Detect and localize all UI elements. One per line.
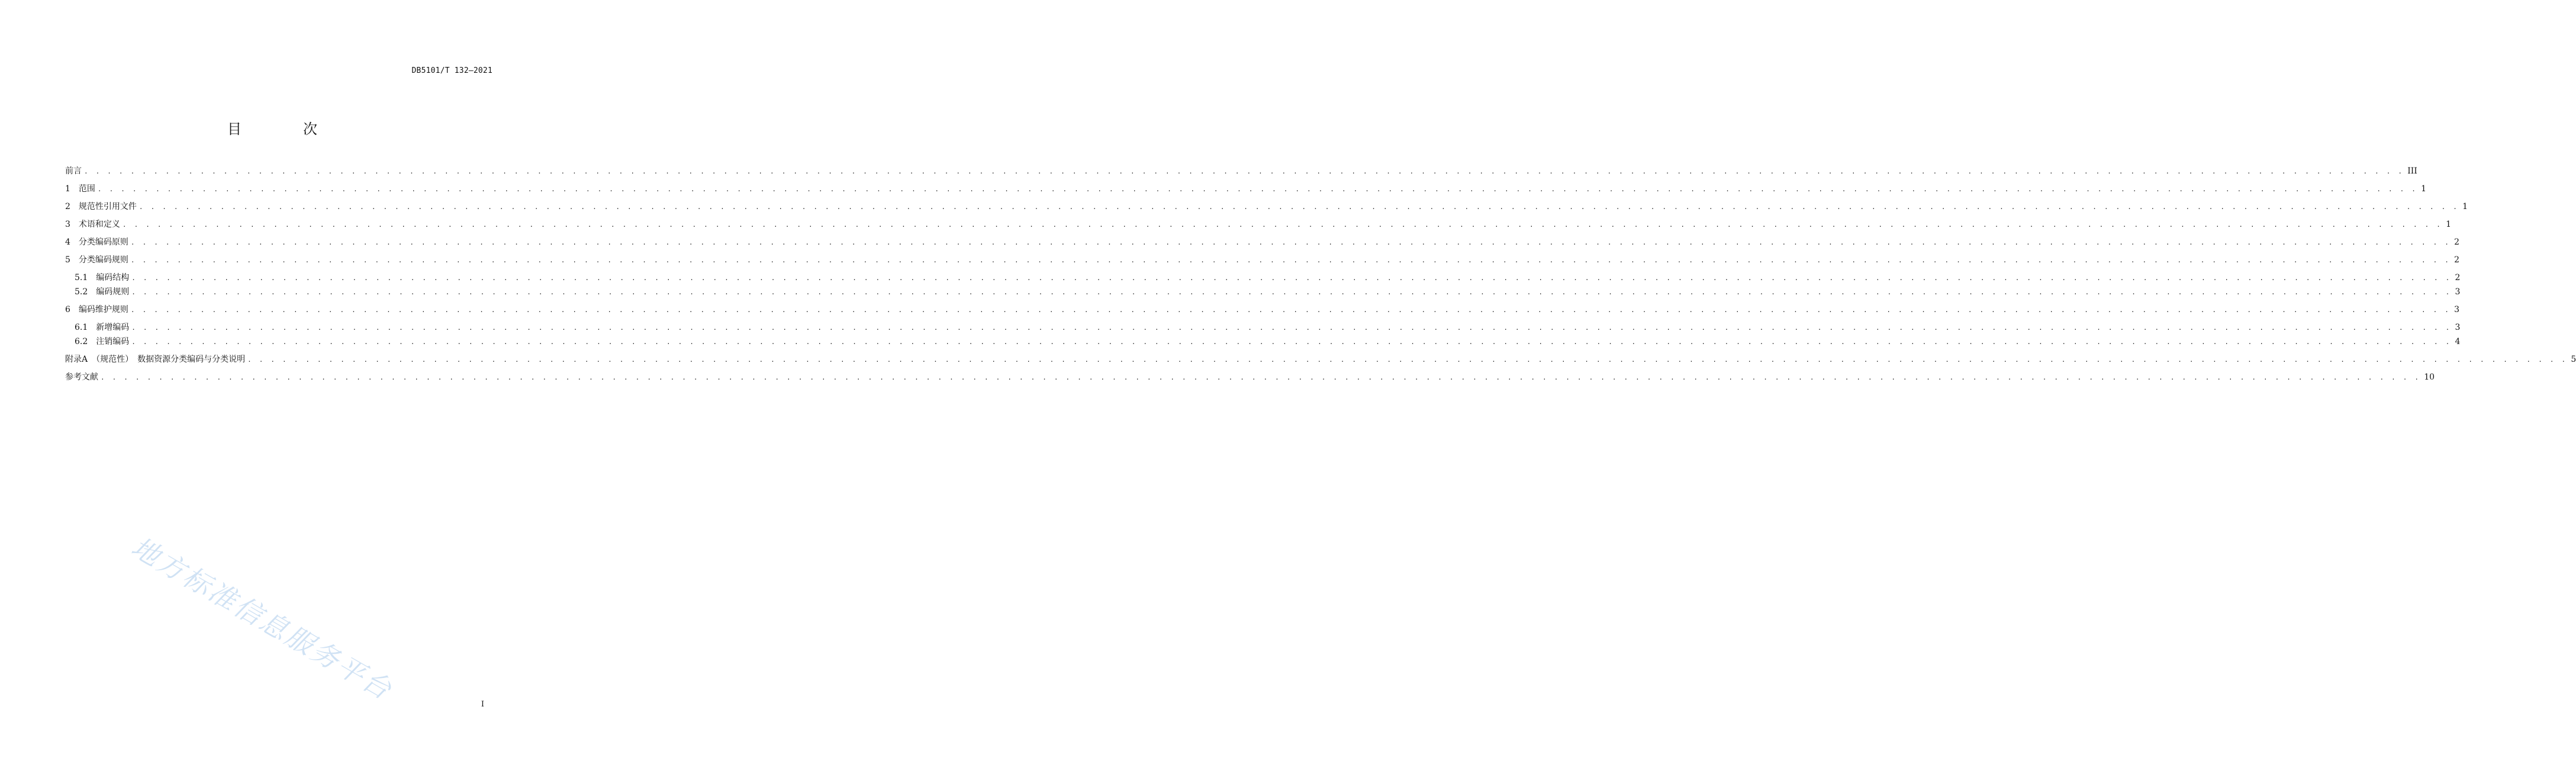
toc-entry[interactable] xyxy=(65,354,2576,365)
toc-entry-label: 范围 xyxy=(78,184,95,194)
toc-dot-leader: . . . . . . . . . . . . . . . . . . . . . . . . . . . . . . . . . . . . . . . . . . . . . . . . . . . . . . . . . . . . . . . . . . . . . . . . . . . . . . . . . . . . . . . . . . . . . . . . . . . . . . . . . . . . . . . . . . . . . . . . . . . . . . . . . . . . . . . . . . . . . . . . . . . . . . . . . . . . . . . . . . . . . . . . . . . . . . . . . . . . . . . . . . . . . . . . . . . . . . . . xyxy=(131,324,2452,332)
toc-entry-page: 1 xyxy=(2446,220,2452,229)
toc-dot-leader: . . . . . . . . . . . . . . . . . . . . . . . . . . . . . . . . . . . . . . . . . . . . . . . . . . . . . . . . . . . . . . . . . . . . . . . . . . . . . . . . . . . . . . . . . . . . . . . . . . . . . . . . . . . . . . . . . . . . . . . . . . . . . . . . . . . . . . . . . . . . . . . . . . . . . . . . . . . . . . . . . . . . . . . . . . . . . . . . . . . . . . . . . . . . . . . . . . . . . . . . xyxy=(131,288,2452,296)
toc-entry-page: 10 xyxy=(2424,372,2435,382)
toc-entry-label: 规范性引用文件 xyxy=(78,202,137,211)
toc-dot-leader: . . . . . . . . . . . . . . . . . . . . . . . . . . . . . . . . . . . . . . . . . . . . . . . . . . . . . . . . . . . . . . . . . . . . . . . . . . . . . . . . . . . . . . . . . . . . . . . . . . . . . . . . . . . . . . . . . . . . . . . . . . . . . . . . . . . . . . . . . . . . . . . . . . . . . . . . . . . . . . . . . . . . . . . . . . . . . . . . . . . . . . . . . . . . . . . . . . . . . . . . xyxy=(247,356,2568,364)
toc-entry-page: 2 xyxy=(2454,255,2460,265)
toc-entry[interactable] xyxy=(65,304,2460,316)
toc-entry-label: 分类编码规则 xyxy=(78,255,128,265)
toc-entry-page: III xyxy=(2407,166,2417,176)
toc-entry-number: 6.2 xyxy=(75,337,88,346)
toc-entry[interactable] xyxy=(65,165,2417,177)
toc-entry[interactable] xyxy=(65,219,2452,230)
toc-entry-page: 3 xyxy=(2454,305,2460,314)
toc-entry-number: 5.1 xyxy=(75,273,88,282)
toc-dot-leader: . . . . . . . . . . . . . . . . . . . . . . . . . . . . . . . . . . . . . . . . . . . . . . . . . . . . . . . . . . . . . . . . . . . . . . . . . . . . . . . . . . . . . . . . . . . . . . . . . . . . . . . . . . . . . . . . . . . . . . . . . . . . . . . . . . . . . . . . . . . . . . . . . . . . . . . . . . . . . . . . . . . . . . . . . . . . . . . . . . . . . . . . . . . . . . . . . . . . . . . . xyxy=(97,185,2418,193)
toc-entry-page: 1 xyxy=(2462,202,2468,211)
toc-dot-leader: . . . . . . . . . . . . . . . . . . . . . . . . . . . . . . . . . . . . . . . . . . . . . . . . . . . . . . . . . . . . . . . . . . . . . . . . . . . . . . . . . . . . . . . . . . . . . . . . . . . . . . . . . . . . . . . . . . . . . . . . . . . . . . . . . . . . . . . . . . . . . . . . . . . . . . . . . . . . . . . . . . . . . . . . . . . . . . . . . . . . . . . . . . . . . . . . . . . . . . . . xyxy=(130,239,2451,246)
toc-dot-leader: . . . . . . . . . . . . . . . . . . . . . . . . . . . . . . . . . . . . . . . . . . . . . . . . . . . . . . . . . . . . . . . . . . . . . . . . . . . . . . . . . . . . . . . . . . . . . . . . . . . . . . . . . . . . . . . . . . . . . . . . . . . . . . . . . . . . . . . . . . . . . . . . . . . . . . . . . . . . . . . . . . . . . . . . . . . . . . . . . . . . . . . . . . . . . . . . . . . . . . . . xyxy=(131,274,2452,282)
toc-entry-label: 编码结构 xyxy=(96,273,130,282)
toc-entry-label: 编码规则 xyxy=(96,287,130,297)
toc-entry-label: 参考文献 xyxy=(65,372,98,382)
toc-entry-label: 注销编码 xyxy=(96,337,130,346)
toc-entry[interactable] xyxy=(65,236,2460,248)
toc-entry-number: 6 xyxy=(65,305,70,314)
toc-entry[interactable] xyxy=(75,336,2461,348)
toc-entry-label: 编码维护规则 xyxy=(78,305,128,314)
toc-entry-page: 4 xyxy=(2455,337,2461,346)
toc-entry[interactable] xyxy=(65,183,2427,195)
toc-entry[interactable] xyxy=(65,371,2435,383)
standard-code: DB5101/T 132—2021 xyxy=(411,66,492,75)
toc-entry-label: 术语和定义 xyxy=(78,220,120,229)
toc-entry-number: 5 xyxy=(65,255,70,265)
toc-dot-leader: . . . . . . . . . . . . . . . . . . . . . . . . . . . . . . . . . . . . . . . . . . . . . . . . . . . . . . . . . . . . . . . . . . . . . . . . . . . . . . . . . . . . . . . . . . . . . . . . . . . . . . . . . . . . . . . . . . . . . . . . . . . . . . . . . . . . . . . . . . . . . . . . . . . . . . . . . . . . . . . . . . . . . . . . . . . . . . . . . . . . . . . . . . . . . . . . . . . . . . . . xyxy=(131,338,2452,346)
toc-dot-leader: . . . . . . . . . . . . . . . . . . . . . . . . . . . . . . . . . . . . . . . . . . . . . . . . . . . . . . . . . . . . . . . . . . . . . . . . . . . . . . . . . . . . . . . . . . . . . . . . . . . . . . . . . . . . . . . . . . . . . . . . . . . . . . . . . . . . . . . . . . . . . . . . . . . . . . . . . . . . . . . . . . . . . . . . . . . . . . . . . . . . . . . . . . . . . . . . . . . . . . . . xyxy=(130,306,2451,314)
page-title: 目 次 xyxy=(227,121,341,137)
toc-entry-label: 前言 xyxy=(65,166,82,176)
toc-dot-leader: . . . . . . . . . . . . . . . . . . . . . . . . . . . . . . . . . . . . . . . . . . . . . . . . . . . . . . . . . . . . . . . . . . . . . . . . . . . . . . . . . . . . . . . . . . . . . . . . . . . . . . . . . . . . . . . . . . . . . . . . . . . . . . . . . . . . . . . . . . . . . . . . . . . . . . . . . . . . . . . . . . . . . . . . . . . . . . . . . . . . . . . . . . . . . . . . . . . . . . . . xyxy=(122,221,2443,229)
toc-entry-page: 2 xyxy=(2454,237,2460,247)
toc-entry-number: 5.2 xyxy=(75,287,88,297)
toc-entry-page: 3 xyxy=(2455,323,2461,332)
page-number: I xyxy=(481,700,484,709)
toc-dot-leader: . . . . . . . . . . . . . . . . . . . . . . . . . . . . . . . . . . . . . . . . . . . . . . . . . . . . . . . . . . . . . . . . . . . . . . . . . . . . . . . . . . . . . . . . . . . . . . . . . . . . . . . . . . . . . . . . . . . . . . . . . . . . . . . . . . . . . . . . . . . . . . . . . . . . . . . . . . . . . . . . . . . . . . . . . . . . . . . . . . . . . . . . . . . . . . . . . . . . . . . . xyxy=(139,203,2459,211)
toc-dot-leader: . . . . . . . . . . . . . . . . . . . . . . . . . . . . . . . . . . . . . . . . . . . . . . . . . . . . . . . . . . . . . . . . . . . . . . . . . . . . . . . . . . . . . . . . . . . . . . . . . . . . . . . . . . . . . . . . . . . . . . . . . . . . . . . . . . . . . . . . . . . . . . . . . . . . . . . . . . . . . . . . . . . . . . . . . . . . . . . . . . . . . . . . . . . . . . . . . . . . . . . . xyxy=(101,374,2421,381)
toc-entry-number: 4 xyxy=(65,237,70,247)
toc-entry-number: 3 xyxy=(65,220,70,229)
toc-entry-number: 6.1 xyxy=(75,323,88,332)
toc-entry[interactable] xyxy=(75,322,2461,333)
toc-entry-label: 附录A （规范性） 数据资源分类编码与分类说明 xyxy=(65,355,246,364)
toc-entry[interactable] xyxy=(75,286,2461,298)
toc-entry[interactable] xyxy=(65,201,2468,213)
toc-dot-leader: . . . . . . . . . . . . . . . . . . . . . . . . . . . . . . . . . . . . . . . . . . . . . . . . . . . . . . . . . . . . . . . . . . . . . . . . . . . . . . . . . . . . . . . . . . . . . . . . . . . . . . . . . . . . . . . . . . . . . . . . . . . . . . . . . . . . . . . . . . . . . . . . . . . . . . . . . . . . . . . . . . . . . . . . . . . . . . . . . . . . . . . . . . . . . . . . . . . . . . . . xyxy=(130,256,2451,264)
toc-entry-page: 5 xyxy=(2571,355,2576,364)
toc-dot-leader: . . . . . . . . . . . . . . . . . . . . . . . . . . . . . . . . . . . . . . . . . . . . . . . . . . . . . . . . . . . . . . . . . . . . . . . . . . . . . . . . . . . . . . . . . . . . . . . . . . . . . . . . . . . . . . . . . . . . . . . . . . . . . . . . . . . . . . . . . . . . . . . . . . . . . . . . . . . . . . . . . . . . . . . . . . . . . . . . . . . . . . . . . . . . . . . . . . . . . . . . xyxy=(84,168,2404,175)
toc-entry-page: 3 xyxy=(2455,287,2461,297)
toc-entry-number: 2 xyxy=(65,202,70,211)
toc-entry-label: 分类编码原则 xyxy=(78,237,128,247)
watermark: 地方标准信息服务平台 xyxy=(126,531,399,706)
toc-entry-page: 2 xyxy=(2455,273,2461,282)
toc-entry-number: 1 xyxy=(65,184,70,194)
toc-entry-label: 新增编码 xyxy=(96,323,130,332)
toc-entry-page: 1 xyxy=(2421,184,2427,194)
toc-entry[interactable] xyxy=(65,254,2460,266)
toc-entry[interactable] xyxy=(75,272,2461,284)
